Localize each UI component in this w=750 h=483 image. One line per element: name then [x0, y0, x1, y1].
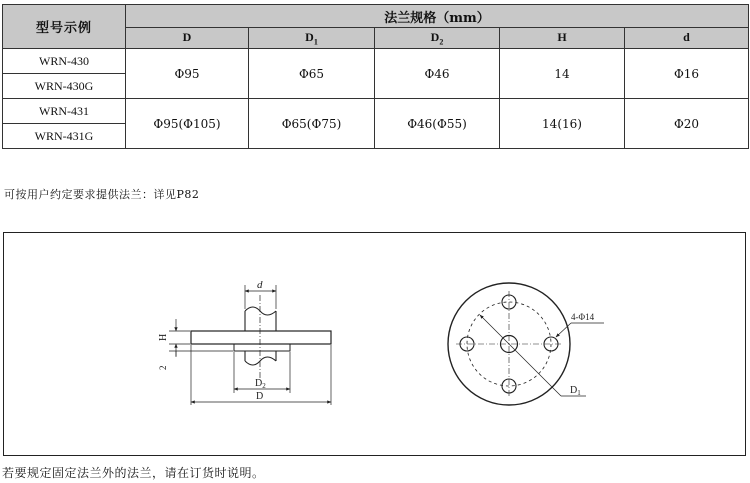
model-example-header: 型号示例	[3, 5, 126, 49]
flange-spec-header: 法兰规格（mm）	[126, 5, 749, 28]
value-cell-d: Φ20	[625, 99, 749, 149]
model-cell: WRN-431	[3, 99, 126, 124]
dim-label-D: D	[256, 391, 264, 402]
model-cell: WRN-430	[3, 49, 126, 74]
flange-drawing-frame	[3, 232, 746, 456]
value-cell-H: 14(16)	[500, 99, 625, 149]
model-cell: WRN-430G	[3, 74, 126, 99]
dim-label-H: H	[158, 333, 169, 341]
holes-label: 4-Φ14	[571, 312, 595, 322]
flange-side-view	[158, 279, 331, 405]
dim-label-2: 2	[158, 365, 168, 370]
flange-collar	[234, 344, 290, 351]
dim-label-d: d	[257, 279, 263, 291]
value-cell-D1: Φ65(Φ75)	[249, 99, 375, 149]
table-row	[3, 49, 749, 74]
flange-drawing	[4, 233, 747, 457]
custom-flange-note: 可按用户约定要求提供法兰：详见P82	[4, 188, 200, 201]
col-header-H: H	[500, 28, 625, 49]
col-header-D: D	[126, 28, 249, 49]
table-row	[3, 99, 749, 124]
dim-label-D2: $D_2$	[255, 378, 266, 390]
col-header-D2: $D_2$	[375, 28, 500, 49]
value-cell-d: Φ16	[625, 49, 749, 99]
flange-plate	[191, 331, 331, 344]
col-header-D1: $D_1$	[249, 28, 375, 49]
value-cell-D2: Φ46(Φ55)	[375, 99, 500, 149]
col-header-d: d	[625, 28, 749, 49]
value-cell-D: Φ95(Φ105)	[126, 99, 249, 149]
model-cell: WRN-431G	[3, 124, 126, 149]
order-note: 若要规定固定法兰外的法兰，请在订货时说明。	[2, 466, 265, 480]
flange-spec-table	[2, 4, 749, 149]
flange-top-view	[448, 283, 604, 405]
dim-label-D1: $D_1$	[570, 385, 581, 397]
value-cell-D2: Φ46	[375, 49, 500, 99]
value-cell-D1: Φ65	[249, 49, 375, 99]
value-cell-H: 14	[500, 49, 625, 99]
value-cell-D: Φ95	[126, 49, 249, 99]
